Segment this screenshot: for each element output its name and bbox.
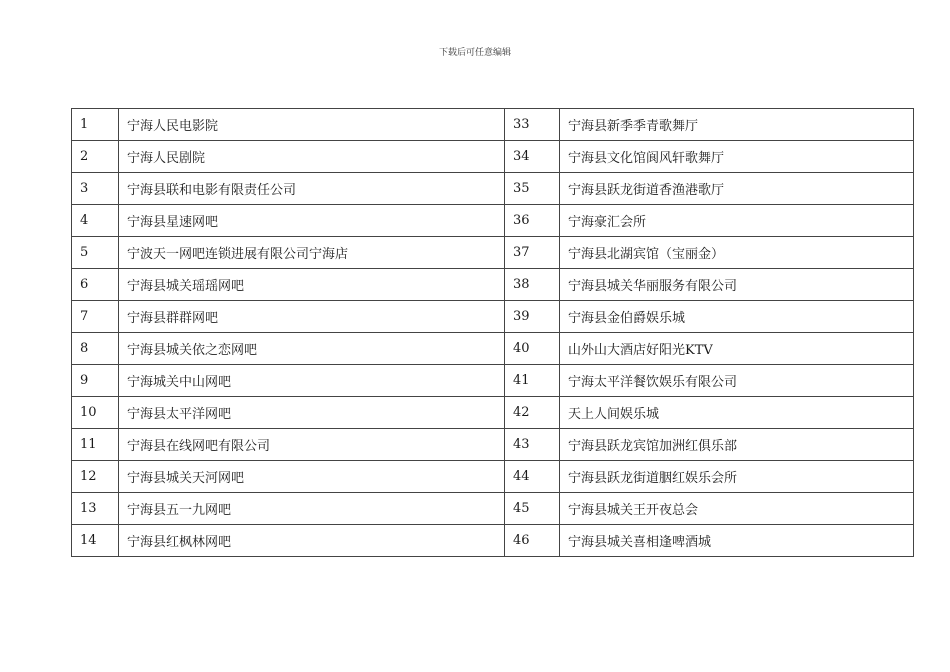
venue-name-cell: 宁海县红枫林网吧 [119, 525, 505, 557]
row-number-cell: 45 [505, 493, 560, 525]
table-row [72, 237, 914, 269]
row-number-cell: 6 [72, 269, 119, 301]
table-row [72, 397, 914, 429]
table-row [72, 333, 914, 365]
page-header-note: 下载后可任意编辑 [438, 48, 511, 58]
venue-name-cell: 宁波天一网吧连锁进展有限公司宁海店 [119, 237, 505, 269]
venue-name-cell: 宁海县新季季青歌舞厅 [560, 109, 914, 141]
row-number-cell: 7 [72, 301, 119, 333]
table-row [72, 141, 914, 173]
row-number-cell: 34 [505, 141, 560, 173]
row-number-cell: 41 [505, 365, 560, 397]
venue-name-cell: 宁海县城关依之恋网吧 [119, 333, 505, 365]
table-row [72, 365, 914, 397]
row-number-cell: 4 [72, 205, 119, 237]
venue-table [71, 108, 914, 557]
row-number-cell: 2 [72, 141, 119, 173]
table-row [72, 109, 914, 141]
row-number-cell: 12 [72, 461, 119, 493]
table-row [72, 173, 914, 205]
venue-name-cell: 宁海县群群网吧 [119, 301, 505, 333]
table-row [72, 493, 914, 525]
venue-name-cell: 宁海县联和电影有限责任公司 [119, 173, 505, 205]
row-number-cell: 11 [72, 429, 119, 461]
venue-name-cell: 宁海人民电影院 [119, 109, 505, 141]
row-number-cell: 10 [72, 397, 119, 429]
venue-table-body [72, 109, 914, 557]
table-row [72, 461, 914, 493]
venue-name-cell: 山外山大酒店好阳光KTV [560, 333, 914, 365]
row-number-cell: 43 [505, 429, 560, 461]
venue-name-cell: 宁海县城关喜相逢啤酒城 [560, 525, 914, 557]
row-number-cell: 3 [72, 173, 119, 205]
row-number-cell: 38 [505, 269, 560, 301]
row-number-cell: 37 [505, 237, 560, 269]
venue-name-cell: 宁海豪汇会所 [560, 205, 914, 237]
row-number-cell: 42 [505, 397, 560, 429]
row-number-cell: 33 [505, 109, 560, 141]
table-row [72, 301, 914, 333]
venue-name-cell: 宁海县跃龙街道香渔港歌厅 [560, 173, 914, 205]
venue-name-cell: 宁海县金伯爵娱乐城 [560, 301, 914, 333]
venue-name-cell: 天上人间娱乐城 [560, 397, 914, 429]
row-number-cell: 5 [72, 237, 119, 269]
venue-name-cell: 宁海县星速网吧 [119, 205, 505, 237]
venue-name-cell: 宁海县城关天河网吧 [119, 461, 505, 493]
row-number-cell: 44 [505, 461, 560, 493]
venue-name-cell: 宁海县跃龙宾馆加洲红俱乐部 [560, 429, 914, 461]
venue-name-cell: 宁海城关中山网吧 [119, 365, 505, 397]
venue-name-cell: 宁海县城关王开夜总会 [560, 493, 914, 525]
venue-name-cell: 宁海太平洋餐饮娱乐有限公司 [560, 365, 914, 397]
venue-name-cell: 宁海人民剧院 [119, 141, 505, 173]
venue-name-cell: 宁海县文化馆阆风轩歌舞厅 [560, 141, 914, 173]
row-number-cell: 8 [72, 333, 119, 365]
venue-name-cell: 宁海县城关瑶瑶网吧 [119, 269, 505, 301]
venue-name-cell: 宁海县城关华丽服务有限公司 [560, 269, 914, 301]
table-row [72, 269, 914, 301]
row-number-cell: 9 [72, 365, 119, 397]
row-number-cell: 46 [505, 525, 560, 557]
row-number-cell: 14 [72, 525, 119, 557]
row-number-cell: 36 [505, 205, 560, 237]
row-number-cell: 13 [72, 493, 119, 525]
row-number-cell: 1 [72, 109, 119, 141]
venue-name-cell: 宁海县北湖宾馆（宝丽金） [560, 237, 914, 269]
row-number-cell: 35 [505, 173, 560, 205]
table-row [72, 429, 914, 461]
venue-name-cell: 宁海县太平洋网吧 [119, 397, 505, 429]
venue-name-cell: 宁海县在线网吧有限公司 [119, 429, 505, 461]
table-row [72, 205, 914, 237]
table-row [72, 525, 914, 557]
venue-name-cell: 宁海县跃龙街道胭红娱乐会所 [560, 461, 914, 493]
row-number-cell: 39 [505, 301, 560, 333]
row-number-cell: 40 [505, 333, 560, 365]
venue-name-cell: 宁海县五一九网吧 [119, 493, 505, 525]
